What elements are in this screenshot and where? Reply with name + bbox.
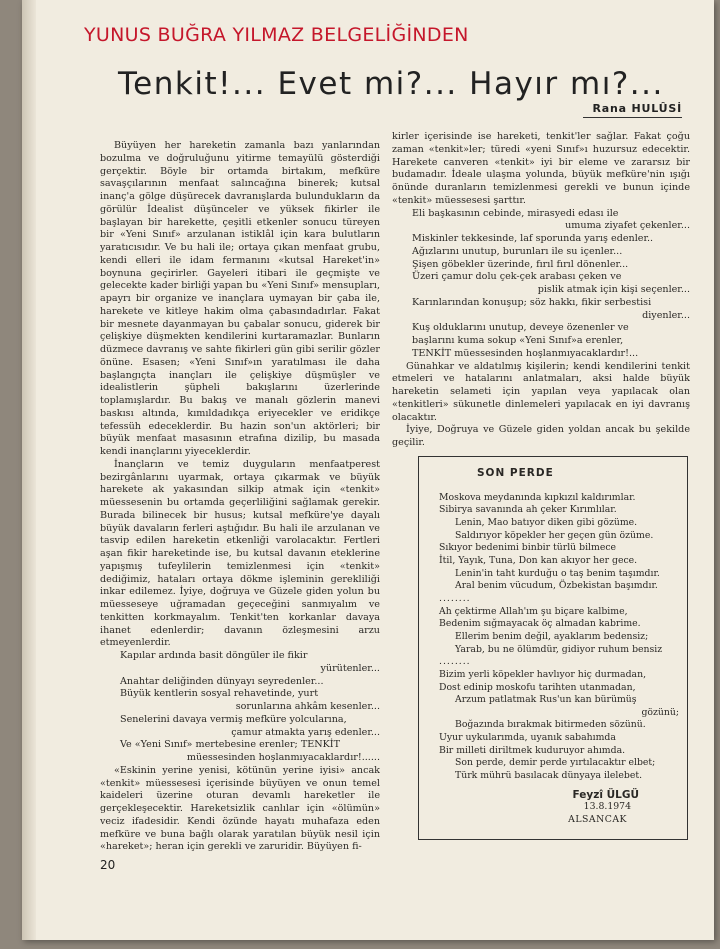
- poem-title: SON PERDE: [477, 467, 554, 479]
- verse-line: Büyük kentlerin sosyal rehavetinde, yurt: [120, 688, 319, 700]
- verse-line: Şişen göbekler üzerinde, fırıl fırıl dönenler...: [412, 258, 629, 270]
- poem-line: Ellerim benim değil, ayaklarım bedensiz;: [455, 630, 649, 642]
- archive-label: YUNUS BUĞRA YILMAZ BELGELİĞİNDEN: [84, 24, 469, 46]
- poem-line: Lenin, Mao batıyor diken gibi gözüme.: [455, 516, 638, 528]
- verse-line: Miskinler tekkesinde, laf sporunda yarış edenler..: [412, 233, 654, 244]
- poem-line: Dost edinip moskofu tarihten utanmadan,: [439, 681, 636, 693]
- page-binding-edge: [22, 0, 36, 940]
- poem-date: 13.8.1974: [583, 801, 631, 813]
- poem-line: Bedenim sığmayacak öç almadan kabrime.: [439, 618, 641, 630]
- article-author: Rana HULÛSİ: [583, 102, 682, 118]
- verse-line: Kapılar ardında basit döngüler ile fikir: [120, 650, 308, 661]
- poem-line: Sibirya savanında ah çeker Kırımlılar.: [439, 504, 617, 516]
- verse-line: başlarını kuma sokup «Yeni Sınıf»a erenler,: [412, 335, 624, 346]
- poem-box: [418, 456, 688, 840]
- article-column-left: [100, 140, 380, 870]
- poem-line: Boğazında bırakmak bitirmeden sözünü.: [455, 719, 646, 731]
- verse-line: pislik atmak için kişi seçenler...: [537, 284, 690, 295]
- poem-line: Sıkıyor bedenimi binbir türlü bilmece: [439, 542, 617, 554]
- paragraph: kirler içerisinde ise hareketi, tenkit'ler sağlar. Fakat çoğu zaman «tenkit»ler; türedi «yeni Sınıf»ı huzursuz edecektir. Harekete canveren «tenkit» iyi bir eleme ve zararsız bir budamadır. İdeale ulaşma yolunda, büyük mefküre'nin ışığı önünde duranların temizlenmesi gerekli ve bunun içinde «tenkit» müessesesi şarttır.: [392, 131, 690, 206]
- verse-line: Karınlarından konuşup; söz hakkı, fikir serbestisi: [412, 296, 652, 308]
- verse-block: [392, 208, 690, 361]
- paragraph: İyiye, Doğruya ve Güzele giden yoldan ancak bu şekilde geçilir.: [392, 424, 690, 448]
- verse-line: Anahtar deliğinden dünyayı seyredenler...: [120, 675, 324, 687]
- poem-line: Bizim yerli köpekler havlıyor hiç durmadan,: [439, 668, 647, 680]
- article-title: Tenkit!... Evet mi?... Hayır mı?...: [118, 66, 664, 102]
- poem-line: Saldırıyor köpekler her geçen gün özüme.: [455, 529, 654, 541]
- paragraph: Büyüyen her hareketin zamanla bazı yanlarından bozulma ve doğruluğunu yitirme temayülü gösterdiği gerçektir. Böyle bir ortamda birtakım, mefküre savaşçılarının menfaat salıncağına binerek; kutsal inanç'a gölge düşürecek davranışlarda bulundukların da görülür İdealist düşünceler ve yüksek fikirler ile başlayan bir harekette, çeşitli etkenler sonucu türeyen bir «Yeni Sınıf» arzulanan istiklâl için kara bulutların yaratıcısıdır. Ve bu hali ile; ortaya çıkan menfaat grubu, kendi elleri ile idam fermanını «kutsal Hareket'in» boynuna geçirirler. Gayeleri itibari ile geçmişte ve gelecekte kader birliği yapan bu «Yeni Sınıf» mensupları, apayrı bir organize ve inançlara uymayan bir çaba ile, harekete ve kitleye hakim olma çabasındadırlar. Fakat bir mesnete dayanmayan bu çabalar sonucu, giderek bir çelişkiye düşmekten kendilerini kurtaramazlar. Bunların düzmece davranış ve sahte fikirleri gün gibi serilir gözler önüne. Esasen; «Yeni Sınıf»ın yaratılması ile daha başlangıçta inançları ile çelişkiye düşmüşler ve idealistlerin şüpheli bakışlarını üzerlerinde toplamışlardır. Bu bakış ve manalı gözlerin manevi baskısı altında, kımıldadıkça eriyecekler ve eridikçe tefessüh edeceklerdir. Bu hazin son'un aktörleri; bir büyük menfaat masasının etrafına dizilip, bu masada kendi inançlarını yiyeceklerdir.: [100, 140, 380, 457]
- poem-line: Arzum patlatmak Rus'un kan bürümüş: [455, 694, 637, 706]
- poem-separator: ........: [439, 592, 471, 604]
- verse-line: Ağızlarını unutup, burunları ile su içenler...: [412, 245, 623, 257]
- paragraph: «Eskinin yerine yenisi, kötünün yerine iyisi» ancak «tenkit» müessesesi içerisinde büyüyen ve onun temel kaideleri üzerine oturan devamlı hareketler ile gerçekleşecektir. Hareketsizlik canlılar için «ölümün» veciz ifadesidir. Kendi özünde hayatı muhafaza eden mefküre ve buna bağlı olarak yaratılan büyük nesil için «hareket»; heran için gerekli ve zaruridir. Büyüyen fi-: [100, 764, 380, 853]
- paragraph: İnançların ve temiz duyguların menfaatperest bezirgânlarını uyarmak, ortaya çıkarmak ve büyük harekete ak yakasından silkip atmak için «tenkit» müessesenin bu ortamda geçerliliğini sağlamak gerekir. Burada bilinecek bir husus; kutsal mefküre'ye dayalı büyük davaların ferleri aştığıdır. Bu hali ile arzulanan ve tasvip edilen hareketin etkenliği varolacaktır. Fertleri aşan fikir hareketinde ise, bu kutsal davanın eteklerine yapışmış tufeylilerin temizlenmesi için «tenkit» dediğimiz, hataları ortaya dökme işleminin gerekliliği inkar edilemez. İyiye, doğruya ve Güzele giden yolun bu müesseseye uğramadan geçeceğini sanmıyalım ve tenkitten korkmayalım. Tenkit'ten korkanlar davaya ihanet edenlerdir; davanın özleşmesini arzu etmeyenlerdir.: [100, 458, 380, 649]
- poem-line: Bir milleti diriltmek kuduruyor ahımda.: [439, 744, 626, 756]
- poem-line: Son perde, demir perde yırtılacaktır elbet;: [455, 757, 656, 769]
- verse-line: Kuş olduklarını unutup, deveye özenenler ve: [412, 322, 629, 334]
- verse-line: Senelerini davaya vermiş mefküre yolcularına,: [120, 713, 347, 725]
- verse-line: sorunlarına ahkâm kesenler...: [235, 701, 380, 712]
- poem-line: Uyur uykularımda, uyanık sabahımda: [439, 732, 616, 744]
- poem-line: Moskova meydanında kıpkızıl kaldırımlar.: [439, 491, 636, 503]
- poem-line: Türk mührü basılacak dünyaya ilelebet.: [455, 770, 643, 782]
- verse-line: Ve «Yeni Sınıf» mertebesine erenler; TENKİT: [120, 739, 340, 751]
- verse-line: umuma ziyafet çekenler...: [565, 220, 690, 232]
- verse-line: çamur atmakta yarış edenler...: [231, 726, 380, 738]
- verse-line: TENKİT müessesinden hoşlanmıyacaklardır!...: [412, 347, 639, 359]
- verse-block: [100, 650, 380, 765]
- verse-line: yürütenler...: [320, 662, 380, 674]
- verse-line: Eli başkasının cebinde, mirasyedi edası ile: [412, 207, 619, 219]
- poem-place: ALSANCAK: [568, 814, 627, 826]
- poem-separator: ........: [439, 656, 471, 668]
- poem-line: gözünü;: [641, 706, 679, 718]
- poem-line: Lenin'in taht kurduğu o taş benim taşımdır.: [455, 567, 660, 579]
- poem-signature: Feyzî ÜLGÜ: [572, 788, 639, 801]
- poem-line: Aral benim vücudum, Özbekistan başımdır.: [455, 580, 658, 592]
- article-column-right: [392, 131, 690, 453]
- page-number: 20: [100, 858, 116, 872]
- poem-line: İtil, Yayık, Tuna, Don kan akıyor her gece.: [439, 554, 638, 566]
- verse-line: Üzeri çamur dolu çek-çek arabası çeken ve: [412, 271, 622, 283]
- verse-line: müessesinden hoşlanmıyacaklardır!......: [186, 752, 380, 763]
- poem-line: Yarab, bu ne ölümdür, gidiyor ruhum bensiz: [455, 643, 663, 655]
- verse-line: diyenler...: [642, 309, 690, 321]
- paragraph: Günahkar ve aldatılmış kişilerin; kendi kendilerini tenkit etmeleri ve hatalarını anlatmaları, aksi halde büyük hareketin selameti için yapılan veya yapılacak olan «tenkitleri» sükunetle dinlemeleri yapılacak en iyi davranış olacaktır.: [392, 360, 690, 423]
- poem-line: Ah çektirme Allah'ım şu biçare kalbime,: [439, 605, 628, 617]
